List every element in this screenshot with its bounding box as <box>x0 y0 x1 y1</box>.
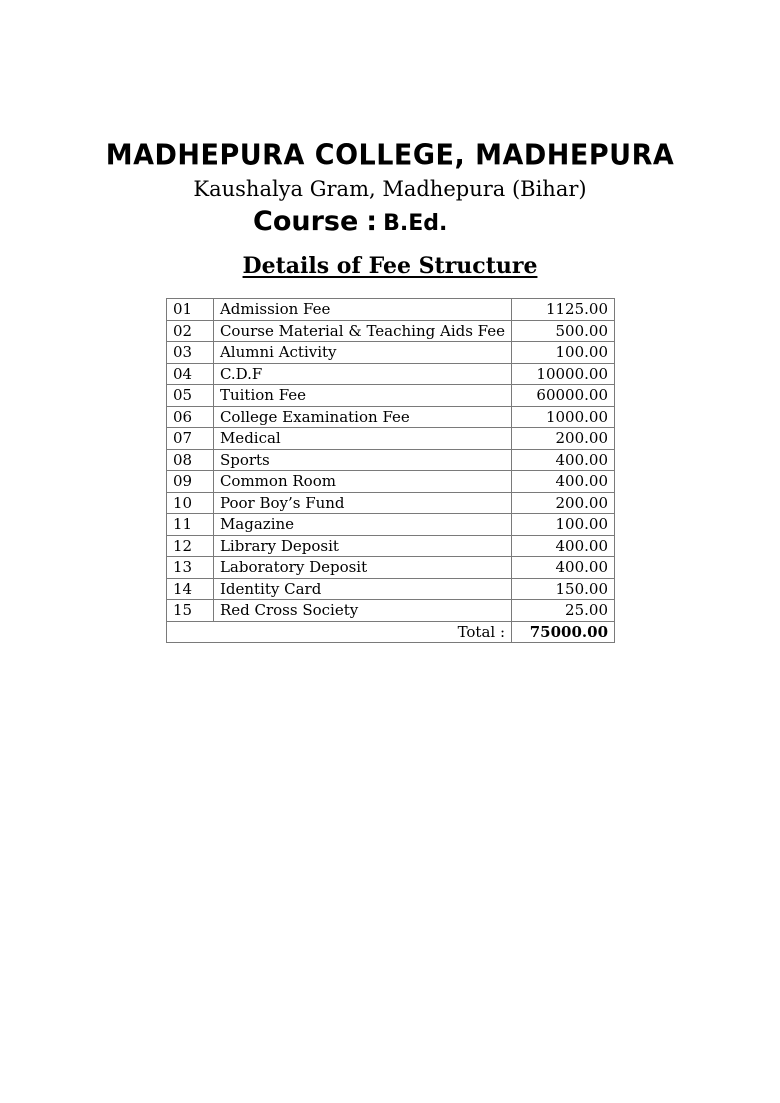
fee-row <box>167 320 615 342</box>
fee-row-description: Laboratory Deposit <box>213 557 511 579</box>
fee-row-description: Identity Card <box>213 578 511 600</box>
fee-row-description: Course Material & Teaching Aids Fee <box>213 320 511 342</box>
course-line <box>253 206 447 237</box>
fee-row-amount: 25.00 <box>512 600 615 622</box>
fee-row-description: Poor Boy’s Fund <box>213 492 511 514</box>
fee-row <box>167 557 615 579</box>
fee-row-amount: 1125.00 <box>512 299 615 321</box>
fee-row <box>167 363 615 385</box>
fee-row-amount: 100.00 <box>512 514 615 536</box>
fee-row-number: 13 <box>167 557 214 579</box>
college-name: MADHEPURA COLLEGE, MADHEPURA <box>105 139 675 172</box>
fee-row-description: Tuition Fee <box>213 385 511 407</box>
fee-row-amount: 200.00 <box>512 492 615 514</box>
fee-row-description: Admission Fee <box>213 299 511 321</box>
fee-row <box>167 428 615 450</box>
fee-row-amount: 400.00 <box>512 535 615 557</box>
fee-row-amount: 100.00 <box>512 342 615 364</box>
course-label: Course <box>253 206 359 237</box>
fee-row-number: 14 <box>167 578 214 600</box>
fee-row-number: 01 <box>167 299 214 321</box>
fee-row <box>167 299 615 321</box>
fee-row-number: 07 <box>167 428 214 450</box>
fee-total-value: 75000.00 <box>512 621 615 643</box>
fee-row <box>167 471 615 493</box>
fee-total-row <box>167 621 615 643</box>
college-address: Kaushalya Gram, Madhepura (Bihar) <box>193 177 587 201</box>
fee-row-description: Common Room <box>213 471 511 493</box>
fee-row <box>167 342 615 364</box>
fee-row-description: C.D.F <box>213 363 511 385</box>
fee-row <box>167 406 615 428</box>
fee-row-amount: 10000.00 <box>512 363 615 385</box>
fee-row-number: 15 <box>167 600 214 622</box>
fee-row <box>167 449 615 471</box>
fee-table-body <box>167 299 615 643</box>
fee-row-amount: 500.00 <box>512 320 615 342</box>
fee-row-amount: 400.00 <box>512 449 615 471</box>
fee-row-amount: 150.00 <box>512 578 615 600</box>
fee-row <box>167 600 615 622</box>
fee-row-number: 12 <box>167 535 214 557</box>
course-colon: : <box>366 206 378 237</box>
fee-row-amount: 1000.00 <box>512 406 615 428</box>
fee-structure-heading: Details of Fee Structure <box>242 253 538 279</box>
fee-row-number: 05 <box>167 385 214 407</box>
fee-row-description: Red Cross Society <box>213 600 511 622</box>
fee-row-amount: 60000.00 <box>512 385 615 407</box>
fee-table <box>166 298 615 643</box>
fee-row <box>167 578 615 600</box>
fee-row-description: Sports <box>213 449 511 471</box>
course-value: B.Ed. <box>383 211 448 236</box>
fee-row-description: Magazine <box>213 514 511 536</box>
fee-row <box>167 535 615 557</box>
fee-row-description: Medical <box>213 428 511 450</box>
fee-row <box>167 385 615 407</box>
fee-row-amount: 200.00 <box>512 428 615 450</box>
fee-row-description: College Examination Fee <box>213 406 511 428</box>
fee-row <box>167 514 615 536</box>
fee-row-number: 03 <box>167 342 214 364</box>
fee-row-description: Alumni Activity <box>213 342 511 364</box>
fee-total-label: Total : <box>167 621 512 643</box>
fee-row-number: 08 <box>167 449 214 471</box>
fee-row-number: 10 <box>167 492 214 514</box>
fee-row-number: 04 <box>167 363 214 385</box>
fee-row-amount: 400.00 <box>512 471 615 493</box>
fee-row-description: Library Deposit <box>213 535 511 557</box>
fee-row-number: 02 <box>167 320 214 342</box>
fee-row <box>167 492 615 514</box>
fee-row-number: 06 <box>167 406 214 428</box>
fee-row-amount: 400.00 <box>512 557 615 579</box>
fee-row-number: 11 <box>167 514 214 536</box>
fee-row-number: 09 <box>167 471 214 493</box>
